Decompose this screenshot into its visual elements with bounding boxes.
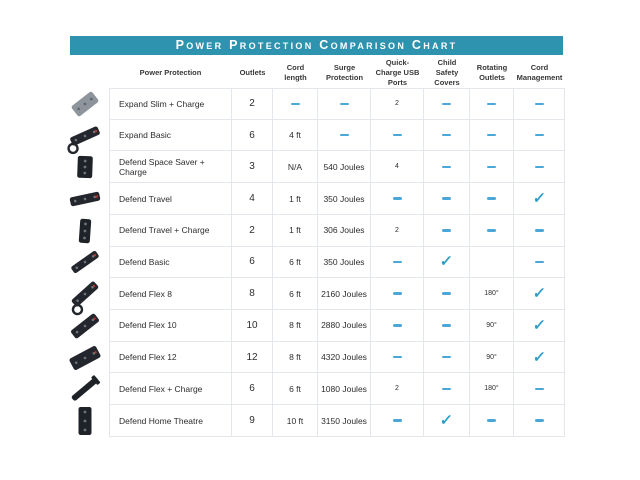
cell-cord_management xyxy=(514,310,565,342)
dash-icon xyxy=(442,324,451,327)
defend-travel-image xyxy=(60,183,109,215)
check-icon: ✓ xyxy=(531,285,547,303)
cell-surge_protection: 350 Joules xyxy=(318,183,371,215)
table-row xyxy=(60,373,565,405)
cell-cord_management xyxy=(514,405,565,437)
defend-flex-charge-image xyxy=(60,373,109,405)
cell-outlets: 8 xyxy=(232,278,273,310)
defend-flex-12-image xyxy=(60,342,109,374)
cell-cord_length: 6 ft xyxy=(273,278,318,310)
product-name: Expand Slim + Charge xyxy=(109,88,232,120)
table-header-row xyxy=(60,58,565,88)
dash-icon xyxy=(442,388,451,391)
cell-cord_management xyxy=(514,247,565,279)
table-row xyxy=(60,342,565,374)
defend-basic-image xyxy=(60,247,109,279)
dash-icon xyxy=(535,261,544,264)
cell-rotating_outlets: 90° xyxy=(470,310,514,342)
cell-outlets: 9 xyxy=(232,405,273,437)
cell-usb_ports: 2 xyxy=(371,88,424,120)
defend-travel-charge-image xyxy=(60,215,109,247)
product-name: Defend Flex 10 xyxy=(109,310,232,342)
cell-rotating_outlets xyxy=(470,247,514,279)
dash-icon xyxy=(535,134,544,137)
cell-rotating_outlets xyxy=(470,88,514,120)
product-name: Defend Flex 12 xyxy=(109,342,232,374)
cell-outlets: 10 xyxy=(232,310,273,342)
cell-child_safety xyxy=(424,247,470,279)
cell-surge_protection: 540 Joules xyxy=(318,151,371,183)
cell-usb_ports xyxy=(371,247,424,279)
check-icon: ✓ xyxy=(531,316,547,334)
dash-icon xyxy=(535,166,544,169)
dash-icon xyxy=(442,292,451,295)
cell-rotating_outlets xyxy=(470,120,514,152)
cell-cord_management xyxy=(514,342,565,374)
cell-outlets: 12 xyxy=(232,342,273,374)
comparison-table xyxy=(60,58,565,437)
cell-cord_management xyxy=(514,183,565,215)
cell-usb_ports xyxy=(371,278,424,310)
cell-child_safety xyxy=(424,120,470,152)
cell-usb_ports: 2 xyxy=(371,373,424,405)
table-row xyxy=(60,88,565,120)
cell-child_safety xyxy=(424,278,470,310)
cell-cord_length: 1 ft xyxy=(273,183,318,215)
cell-child_safety xyxy=(424,183,470,215)
cell-cord_length: 8 ft xyxy=(273,310,318,342)
cell-outlets: 4 xyxy=(232,183,273,215)
cell-surge_protection: 2880 Joules xyxy=(318,310,371,342)
dash-icon xyxy=(393,134,402,137)
dash-icon xyxy=(340,134,349,137)
cell-surge_protection: 3150 Joules xyxy=(318,405,371,437)
cell-cord_length: 4 ft xyxy=(273,120,318,152)
header-child-safety: Child Safety Covers xyxy=(434,58,460,87)
cell-child_safety xyxy=(424,405,470,437)
cell-usb_ports xyxy=(371,342,424,374)
cell-usb_ports: 2 xyxy=(371,215,424,247)
table-row xyxy=(60,405,565,437)
cell-outlets: 3 xyxy=(232,151,273,183)
product-name: Expand Basic xyxy=(109,120,232,152)
table-row xyxy=(60,183,565,215)
cell-usb_ports xyxy=(371,120,424,152)
header-spacer xyxy=(60,58,109,88)
table-row xyxy=(60,247,565,279)
cell-outlets: 2 xyxy=(232,88,273,120)
dash-icon xyxy=(340,103,349,106)
cell-rotating_outlets xyxy=(470,183,514,215)
check-icon: ✓ xyxy=(439,253,454,271)
table-body xyxy=(60,88,565,437)
cell-outlets: 6 xyxy=(232,247,273,279)
dash-icon xyxy=(442,103,451,106)
dash-icon xyxy=(393,419,402,422)
cell-usb_ports: 4 xyxy=(371,151,424,183)
header-cord-management: Cord Management xyxy=(516,63,563,82)
dash-icon xyxy=(393,356,402,359)
cell-cord_management xyxy=(514,120,565,152)
dash-icon xyxy=(487,134,496,137)
dash-icon xyxy=(393,324,402,327)
check-icon: ✓ xyxy=(531,190,547,208)
cell-child_safety xyxy=(424,373,470,405)
dash-icon xyxy=(535,419,544,422)
dash-icon xyxy=(393,292,402,295)
check-icon: ✓ xyxy=(439,412,454,430)
dash-icon xyxy=(442,356,451,359)
header-outlets: Outlets xyxy=(239,68,266,78)
product-name: Defend Home Theatre xyxy=(109,405,232,437)
dash-icon xyxy=(442,166,451,169)
cell-cord_length: 1 ft xyxy=(273,215,318,247)
defend-flex-10-image xyxy=(60,310,109,342)
header-surge-protection: Surge Protection xyxy=(325,63,364,82)
cell-usb_ports xyxy=(371,183,424,215)
cell-cord_management xyxy=(514,151,565,183)
dash-icon xyxy=(442,229,451,232)
cell-outlets: 6 xyxy=(232,373,273,405)
dash-icon xyxy=(535,103,544,106)
table-row xyxy=(60,120,565,152)
header-power-protection: Power Protection xyxy=(139,68,202,78)
cell-cord_length: 6 ft xyxy=(273,373,318,405)
cell-usb_ports xyxy=(371,405,424,437)
table-row xyxy=(60,215,565,247)
cell-cord_management xyxy=(514,278,565,310)
cell-cord_management xyxy=(514,373,565,405)
table-row xyxy=(60,278,565,310)
cell-surge_protection: 306 Joules xyxy=(318,215,371,247)
cell-rotating_outlets: 180° xyxy=(470,373,514,405)
cell-rotating_outlets: 180° xyxy=(470,278,514,310)
dash-icon xyxy=(487,419,496,422)
dash-icon xyxy=(487,103,496,106)
title-banner xyxy=(70,36,563,55)
cell-child_safety xyxy=(424,342,470,374)
cell-child_safety xyxy=(424,88,470,120)
header-cord-length: Cord length xyxy=(284,63,307,82)
dash-icon xyxy=(393,261,402,264)
dash-icon xyxy=(535,388,544,391)
cell-cord_length: 10 ft xyxy=(273,405,318,437)
cell-cord_management xyxy=(514,88,565,120)
expand-slim-charge-image xyxy=(60,88,109,120)
cell-cord_length: 6 ft xyxy=(273,247,318,279)
cell-cord_length: N/A xyxy=(273,151,318,183)
cell-surge_protection: 4320 Joules xyxy=(318,342,371,374)
table-row xyxy=(60,151,565,183)
defend-flex-8-image xyxy=(60,278,109,310)
product-name: Defend Space Saver + Charge xyxy=(109,151,232,183)
header-rotating-outlets: Rotating Outlets xyxy=(476,63,508,82)
product-name: Defend Flex 8 xyxy=(109,278,232,310)
cell-usb_ports xyxy=(371,310,424,342)
cell-child_safety xyxy=(424,310,470,342)
cell-surge_protection: 350 Joules xyxy=(318,247,371,279)
cell-cord_length xyxy=(273,88,318,120)
cell-cord_length: 8 ft xyxy=(273,342,318,374)
header-quick-charge-usb: Quick-Charge USB Ports xyxy=(375,58,420,87)
page-title: Power Protection Comparison Chart xyxy=(175,38,458,53)
dash-icon xyxy=(291,103,300,106)
cell-outlets: 2 xyxy=(232,215,273,247)
dash-icon xyxy=(442,197,451,200)
cell-child_safety xyxy=(424,215,470,247)
cell-cord_management xyxy=(514,215,565,247)
defend-home-theatre-image xyxy=(60,405,109,437)
cell-rotating_outlets xyxy=(470,405,514,437)
cell-surge_protection: 2160 Joules xyxy=(318,278,371,310)
cell-outlets: 6 xyxy=(232,120,273,152)
cell-surge_protection: 1080 Joules xyxy=(318,373,371,405)
product-name: Defend Flex + Charge xyxy=(109,373,232,405)
product-name: Defend Basic xyxy=(109,247,232,279)
cell-rotating_outlets: 90° xyxy=(470,342,514,374)
product-name: Defend Travel + Charge xyxy=(109,215,232,247)
check-icon: ✓ xyxy=(531,348,547,366)
dash-icon xyxy=(487,229,496,232)
table-row xyxy=(60,310,565,342)
cell-child_safety xyxy=(424,151,470,183)
cell-rotating_outlets xyxy=(470,215,514,247)
cell-surge_protection xyxy=(318,88,371,120)
cell-rotating_outlets xyxy=(470,151,514,183)
dash-icon xyxy=(487,197,496,200)
dash-icon xyxy=(487,166,496,169)
expand-basic-image xyxy=(60,120,109,152)
dash-icon xyxy=(442,134,451,137)
cell-surge_protection xyxy=(318,120,371,152)
defend-space-saver-charge-image xyxy=(60,151,109,183)
dash-icon xyxy=(393,197,402,200)
dash-icon xyxy=(535,229,544,232)
product-name: Defend Travel xyxy=(109,183,232,215)
